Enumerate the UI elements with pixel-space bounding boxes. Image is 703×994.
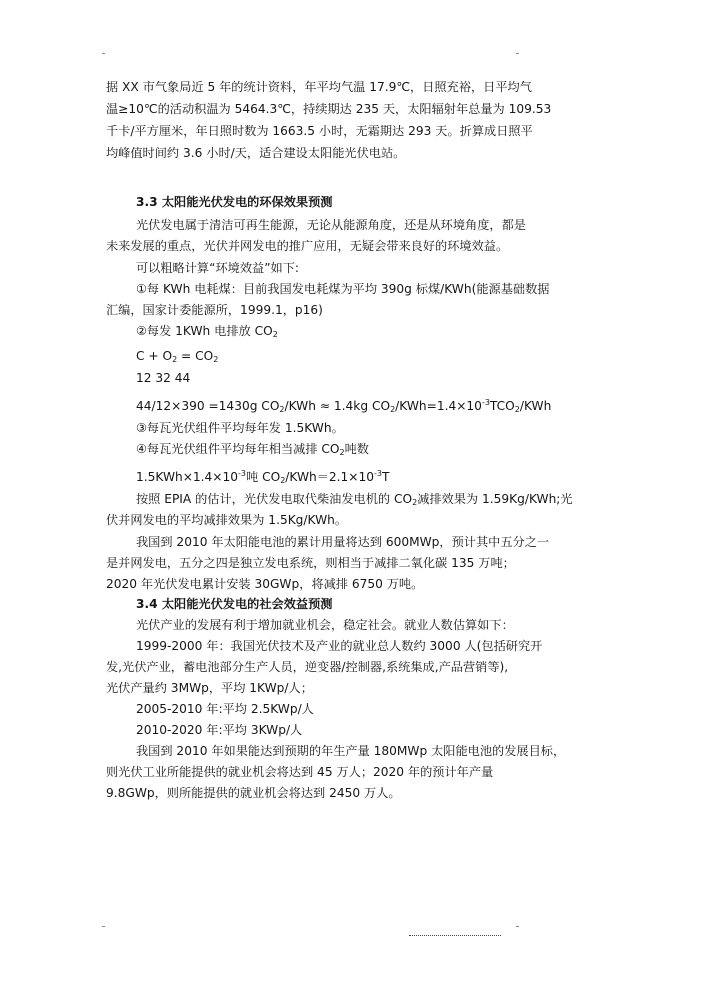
paragraph-line: 2005-2010 年:平均 2.5KWp/人 [136, 702, 314, 716]
paragraph-line: 我国到 2010 年太阳能电池的累计用量将达到 600MWp，预计其中五分之一 [136, 535, 550, 549]
corner-mark [102, 53, 105, 54]
list-item: ③每瓦光伏组件平均每年发 1.5KWh。 [136, 421, 344, 435]
paragraph-line: 发,光伏产业，蓄电池部分生产人员，逆变器/控制器,系统集成,产品营销等), [106, 660, 509, 674]
corner-mark [516, 53, 519, 54]
calculation: $1.5KWh\times 1.4\times 10^{-3}$吨 $CO_2/KWh=2.1\times 10^{-3}T$ [136, 469, 390, 485]
paragraph-line: 伏并网发电的平均减排效果为 1.5Kg/KWh。 [106, 513, 348, 527]
section-heading: 3.4 太阳能光伏发电的社会效益预测 [136, 597, 333, 611]
paragraph-line: 1999-2000 年：我国光伏技术及产业的就业总人数约 3000 人(包括研究开 [136, 639, 543, 653]
calculation: 44/12×390 =1430g $CO_2$/KWh ≈ 1.4kg $CO_2/KWh=1.4\times 10^{-3}TCO_2$/KWh [136, 398, 552, 414]
paragraph-line: 未来发展的重点，光伏并网发电的推广应用，无疑会带来良好的环境效益。 [106, 239, 509, 253]
footer-rule [409, 935, 501, 936]
section-heading: 3.3 太阳能光伏发电的环保效果预测 [136, 195, 333, 209]
paragraph-line: 2020 年光伏发电累计安装 30GWp，将减排 6750 万吨。 [106, 577, 424, 591]
paragraph-line: 千卡/平方厘米，年日照时数为 1663.5 小时，无霜期达 293 天。折算成日照平 [106, 124, 533, 138]
paragraph-line: 温≥10℃的活动积温为 5464.3℃，持续期达 235 天，太阳辐射年总量为 109.53 [106, 102, 552, 116]
paragraph-line: 可以粗略计算“环境效益”如下: [136, 261, 299, 275]
paragraph-line: 汇编，国家计委能源所，1999.1，p16) [106, 303, 323, 317]
paragraph-line: 则光伏工业所能提供的就业机会将达到 45 万人；2020 年的预计年产量 [106, 765, 494, 779]
molar-mass-row: 12 32 44 [136, 371, 191, 385]
chemical-equation: $C + O_2 = CO_2$ [136, 349, 219, 364]
list-item: ①每 KWh 电耗煤：目前我国发电耗煤为平均 390g 标煤/KWh(能源基础数据 [136, 282, 550, 296]
paragraph-line: 9.8GWp，则所能提供的就业机会将达到 2450 万人。 [106, 786, 401, 800]
paragraph-line: 按照 EPIA 的估计，光伏发电取代柴油发电机的 $CO_2$减排效果为 1.59Kg/KWh;光 [136, 492, 573, 507]
paragraph-line: 据 XX 市气象局近 5 年的统计资料，年平均气温 17.9℃，日照充裕，日平均气 [106, 80, 532, 94]
corner-mark [516, 926, 519, 927]
paragraph-line: 光伏产量约 3MWp，平均 1KWp/人； [106, 681, 313, 695]
list-item: ④每瓦光伏组件平均每年相当减排 $CO_2$吨数 [136, 442, 369, 457]
paragraph-line: 我国到 2010 年如果能达到预期的年生产量 180MWp 太阳能电池的发展目标， [136, 744, 566, 758]
paragraph-line: 2010-2020 年:平均 3KWp/人 [136, 723, 303, 737]
paragraph-line: 是并网发电，五分之四是独立发电系统，则相当于减排二氧化碳 135 万吨； [106, 556, 515, 570]
paragraph-line: 光伏产业的发展有利于增加就业机会，稳定社会。就业人数估算如下： [136, 618, 514, 632]
list-item: ②每发 1KWh 电排放 $CO_2$ [136, 324, 278, 339]
paragraph-line: 均峰值时间约 3.6 小时/天，适合建设太阳能光伏电站。 [106, 146, 406, 160]
corner-mark [102, 926, 105, 927]
paragraph-line: 光伏发电属于清洁可再生能源，无论从能源角度，还是从环境角度，都是 [136, 218, 526, 232]
